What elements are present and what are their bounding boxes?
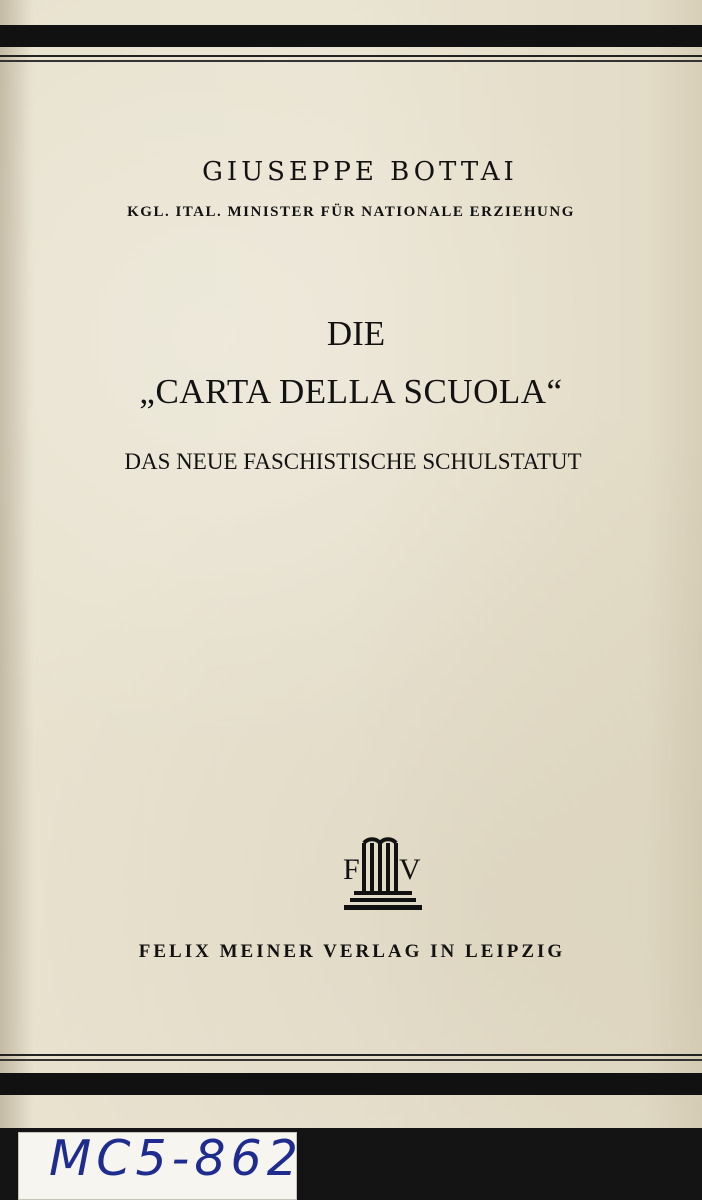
top-thin-rule-secondary [0,60,702,62]
svg-text:F: F [343,853,360,886]
top-thin-rule [0,55,702,57]
fmv-column-logo-icon [342,835,426,917]
top-thick-rule [0,25,702,47]
title-line-1: DIE [326,314,386,353]
handwritten-label-id: MC5-862 [49,1130,303,1187]
bottom-thin-rule-secondary [0,1059,702,1061]
author-name: GIUSEPPE BOTTAI [202,157,518,187]
publisher-name: FELIX MEINER VERLAG IN LEIPZIG [138,941,566,962]
bottom-thick-rule [0,1073,702,1095]
subtitle: DAS NEUE FASCHISTISCHE SCHULSTATUT [124,449,582,474]
author-title: KGL. ITAL. MINISTER FÜR NATIONALE ERZIEHUNG [127,204,575,220]
title-line-2: „CARTA DELLA SCUOLA“ [139,372,563,411]
svg-text:V: V [399,853,421,886]
bottom-thin-rule [0,1054,702,1056]
